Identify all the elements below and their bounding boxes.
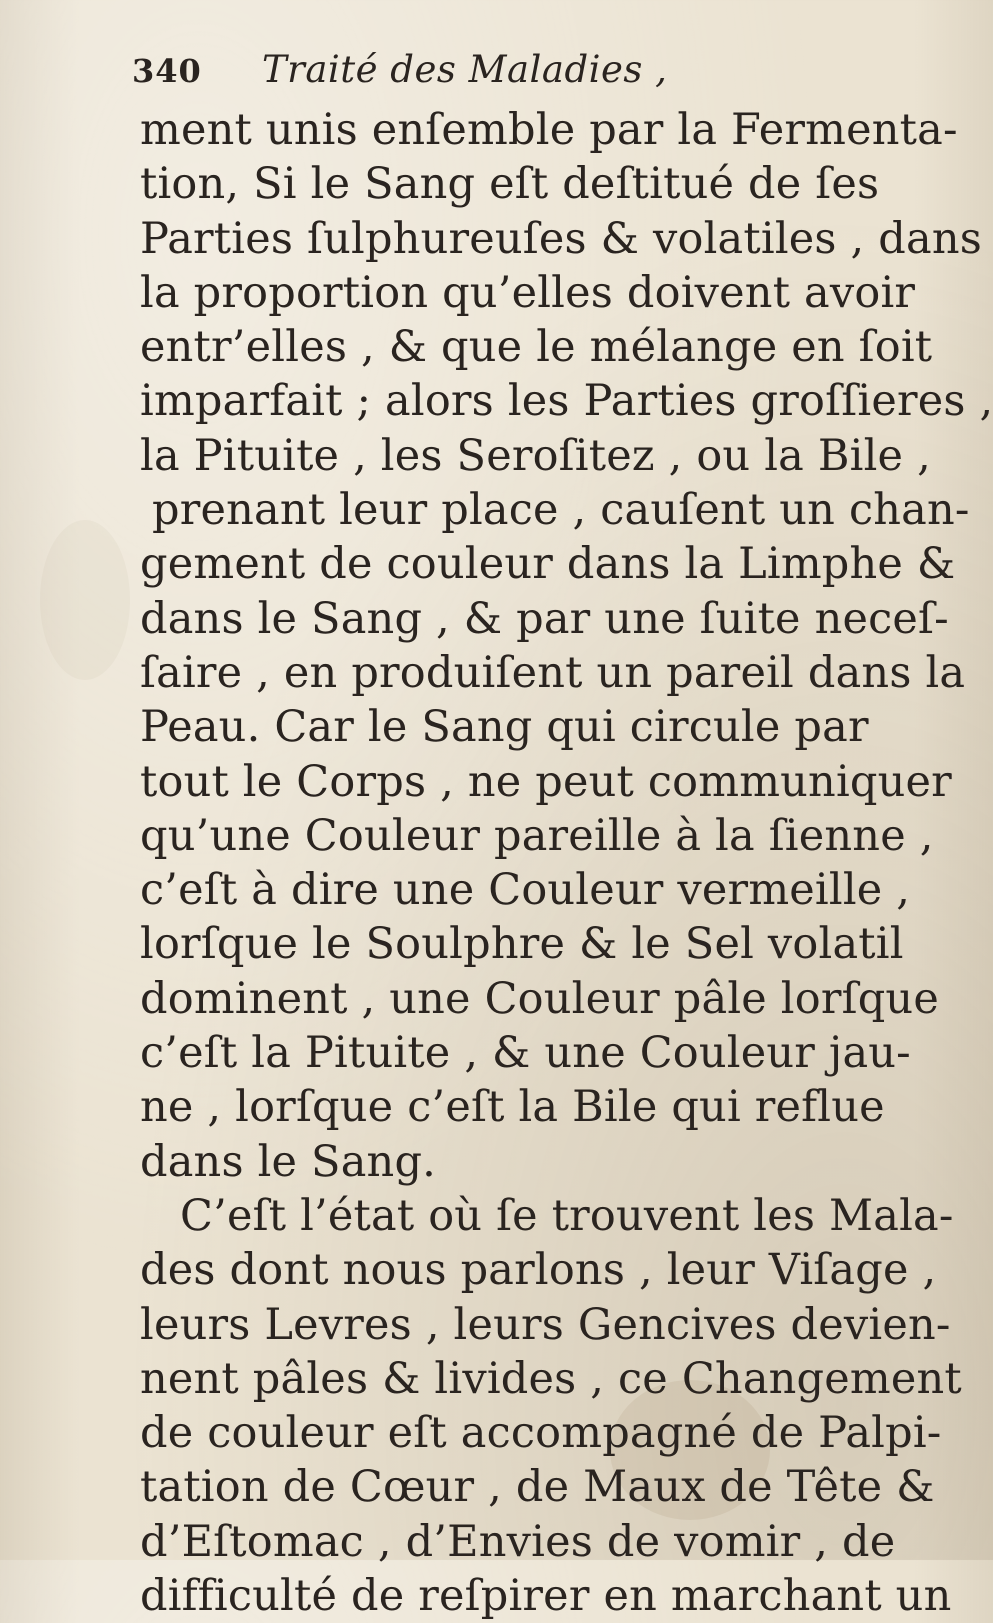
text-line: dominent , une Couleur pâle lorſque: [140, 973, 939, 1024]
text-line: d’Eſtomac , d’Envies de vomir , de: [140, 1516, 896, 1567]
text-line: ſaire , en produiſent un pareil dans la: [140, 647, 966, 698]
text-line: c’eſt à dire une Couleur vermeille ,: [140, 865, 911, 916]
paragraph-start-line: C’eſt l’état où ſe trouvent les Mala-: [180, 1190, 954, 1241]
text-line: difficulté de reſpirer en marchant un: [140, 1571, 952, 1622]
text-line: dans le Sang.: [140, 1136, 437, 1187]
text-line: nent pâles & livides , ce Changement: [140, 1353, 962, 1404]
text-line: ment unis enſemble par la Fermenta-: [140, 105, 958, 155]
text-line: lorſque le Soulphre & le Sel volatil: [140, 919, 904, 970]
text-line: leurs Levres , leurs Gencives devien-: [140, 1299, 951, 1350]
text-line: Parties ſulphureuſes & volatiles , dans: [140, 213, 983, 264]
text-line: imparfait ; alors les Parties groſſieres ,: [140, 376, 993, 427]
text-line: dans le Sang , & par une ſuite neceſ-: [140, 593, 949, 644]
text-line: des dont nous parlons , leur Viſage ,: [140, 1245, 937, 1296]
text-line: ne , lorſque c’eſt la Bile qui reflue: [140, 1082, 885, 1133]
text-line: prenant leur place , cauſent un chan-: [152, 485, 970, 536]
text-line: tation de Cœur , de Maux de Tête &: [140, 1462, 935, 1513]
text-line: Peau. Car le Sang qui circule par: [140, 702, 869, 753]
text-line: la proportion qu’elles doivent avoir: [140, 267, 916, 318]
text-line: c’eſt la Pituite , & une Couleur jau-: [140, 1028, 911, 1079]
text-line: gement de couleur dans la Limphe &: [140, 539, 956, 590]
page-number: 340: [132, 52, 202, 90]
text-line: entr’elles , & que le mélange en ſoit: [140, 322, 933, 373]
text-line: tout le Corps , ne peut communiquer: [140, 756, 952, 807]
running-head: [132, 48, 692, 98]
body-text: [140, 103, 993, 1623]
text-line: de couleur eſt accompagné de Palpi-: [140, 1408, 942, 1459]
running-title: Traité des Maladies ,: [262, 48, 668, 91]
paper-stain: [40, 520, 130, 680]
text-line: tion, Si le Sang eſt deſtitué de ſes: [140, 159, 880, 210]
text-line: qu’une Couleur pareille à la ſienne ,: [140, 810, 934, 861]
text-line: la Pituite , les Seroſitez , ou la Bile ,: [140, 430, 931, 481]
